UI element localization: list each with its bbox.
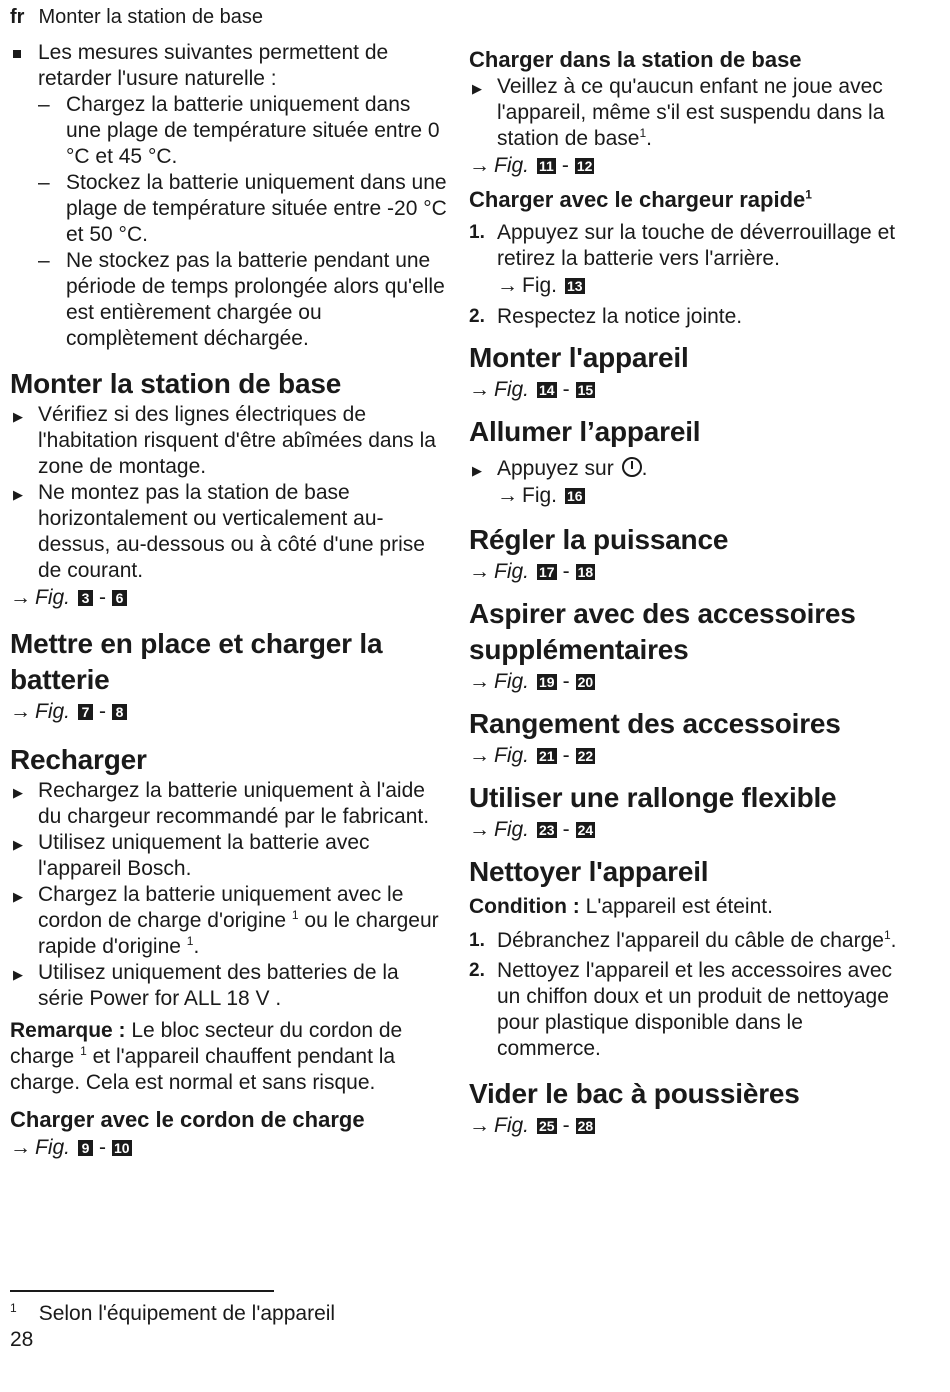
- section-title-power: Régler la puissance: [469, 524, 729, 555]
- section-title-clean: Nettoyer l'appareil: [469, 856, 709, 887]
- figure-badge: 19: [539, 674, 555, 690]
- footnote: $^1$ Selon l'équipement de l'appareil: [10, 1301, 336, 1325]
- figure-badge: 18: [577, 564, 594, 580]
- list-item: ▶ Chargez la batterie uniquement avec le cordon de charge d'origine $^1$ ou le chargeur rapide d'origine $^1$.: [13, 883, 439, 958]
- fast-charger-steps: [469, 220, 909, 330]
- arrow-icon: →: [10, 1136, 31, 1159]
- arrow-icon: →: [10, 700, 31, 723]
- arrow-icon: →: [469, 560, 490, 583]
- figure-badge: 20: [577, 674, 594, 690]
- figure-reference: → Fig. 19 - 20: [469, 668, 909, 696]
- bullet-triangle-icon: ▶: [13, 837, 23, 852]
- list-item: ▶ Utilisez uniquement la batterie avec l'appareil Bosch.: [13, 831, 370, 880]
- page-header: [10, 6, 263, 29]
- recharge-list: [10, 778, 450, 1012]
- arrow-icon: →: [469, 378, 490, 401]
- section-title-station: Monter la station de base: [10, 368, 342, 399]
- bullet-triangle-icon: ▶: [13, 889, 23, 904]
- figure-reference: → Fig. 23 - 24: [469, 816, 909, 844]
- arrow-icon: →: [469, 670, 490, 693]
- figure-badge: 24: [577, 822, 594, 838]
- figure-badge: 11: [539, 158, 554, 174]
- figure-reference: → Fig. 16: [497, 482, 909, 510]
- figure-badge: 3: [78, 590, 93, 606]
- language-code: fr: [10, 6, 25, 28]
- figure-reference: → Fig. 9 - 10: [10, 1134, 450, 1162]
- figure-badge: 28: [577, 1118, 594, 1134]
- list-item: – Chargez la batterie uniquement dans une plage de température située entre 0 °C et 45 °C.: [38, 93, 440, 168]
- figure-badge: 14: [539, 382, 555, 398]
- arrow-icon: →: [10, 586, 31, 609]
- note-paragraph: Remarque : Le bloc secteur du cordon de charge $^1$ et l'appareil chauffent pendant la charge. Cela est normal et sans risque.: [10, 1019, 403, 1094]
- list-item: – Ne stockez pas la batterie pendant une période de temps prolongée alors qu'elle est entièrement chargée ou complètement déchargée.: [38, 249, 445, 350]
- figure-reference: → Fig. 21 - 22: [469, 742, 909, 770]
- arrow-icon: →: [469, 154, 490, 177]
- station-charge-list: [469, 74, 909, 152]
- figure-badge: 22: [577, 748, 594, 764]
- list-item: ▶ Appuyez sur . → Fig. 16: [469, 456, 909, 510]
- power-on-list: [469, 456, 909, 510]
- figure-reference: → Fig. 11 - 12: [469, 152, 909, 180]
- arrow-icon: →: [469, 818, 490, 841]
- page-number: 28: [10, 1328, 34, 1351]
- section-title-storage: Rangement des accessoires: [469, 708, 841, 739]
- list-item: 2. Respectez la notice jointe.: [469, 305, 743, 328]
- figure-reference: → Fig. 14 - 15: [469, 376, 909, 404]
- figure-badge: 8: [112, 704, 127, 720]
- arrow-icon: →: [497, 484, 518, 507]
- figure-reference: → Fig. 13: [497, 272, 909, 300]
- figure-badge: 13: [567, 278, 583, 294]
- intro-paragraph: Les mesures suivantes permettent de retarder l'usure naturelle :: [10, 40, 450, 92]
- bullet-triangle-icon: ▶: [472, 463, 482, 478]
- section-title-recharge: Recharger: [10, 744, 147, 775]
- section-title-station-charge: Charger dans la station de base: [469, 47, 802, 72]
- clean-steps: [469, 928, 909, 1062]
- bullet-triangle-icon: ▶: [13, 487, 23, 502]
- power-button-icon: [622, 457, 642, 477]
- list-item: ▶ Veillez à ce qu'aucun enfant ne joue avec l'appareil, même s'il est suspendu dans la station de base$^1$.: [472, 75, 885, 150]
- list-item: 2. Nettoyez l'appareil et les accessoires avec un chiffon doux et un produit de nettoyage pour plastique disponible dans le commerce.: [469, 959, 893, 1060]
- list-item: 1. Débranchez l'appareil du câble de charge$^1$.: [469, 928, 897, 952]
- list-item: ▶ Rechargez la batterie uniquement à l'aide du chargeur recommandé par le fabricant.: [13, 779, 430, 828]
- figure-badge: 7: [78, 704, 93, 720]
- bullet-triangle-icon: ▶: [13, 967, 23, 982]
- list-item: ▶ Ne montez pas la station de base horizontalement ou verticalement au-dessus, au-dessous ou à côté d'une prise de courant.: [13, 481, 425, 582]
- figure-badge: 9: [78, 1140, 93, 1156]
- figure-badge: 10: [114, 1140, 130, 1156]
- list-item: ▶ Utilisez uniquement des batteries de la série Power for ALL 18 V .: [13, 961, 399, 1010]
- figure-badge: 21: [539, 748, 555, 764]
- list-item: ▶ Vérifiez si des lignes électriques de l'habitation risquent d'être abîmées dans la zone de montage.: [13, 403, 436, 478]
- section-title-battery: Mettre en place et charger la batterie: [10, 628, 383, 695]
- bullet-triangle-icon: ▶: [472, 81, 482, 96]
- arrow-icon: →: [469, 744, 490, 767]
- figure-badge: 16: [567, 488, 583, 504]
- footnote-divider: [10, 1290, 274, 1292]
- figure-reference: → Fig. 25 - 28: [469, 1112, 909, 1140]
- section-title-extension: Utiliser une rallonge flexible: [469, 782, 837, 813]
- figure-badge: 6: [112, 590, 127, 606]
- section-title-power-on: Allumer l’appareil: [469, 416, 701, 447]
- arrow-icon: →: [497, 274, 518, 297]
- right-column: [469, 40, 909, 1140]
- figure-reference: → Fig. 7 - 8: [10, 698, 450, 726]
- figure-badge: 23: [539, 822, 555, 838]
- figure-reference: → Fig. 3 - 6: [10, 584, 450, 612]
- figure-reference: → Fig. 17 - 18: [469, 558, 909, 586]
- section-title-dust: Vider le bac à poussières: [469, 1078, 800, 1109]
- section-title-mount: Monter l'appareil: [469, 342, 689, 373]
- figure-badge: 12: [576, 158, 593, 174]
- left-column: [10, 40, 450, 1162]
- condition-paragraph: Condition : L'appareil est éteint.: [469, 895, 773, 918]
- section-title-cord: Charger avec le cordon de charge: [10, 1107, 365, 1132]
- bullet-triangle-icon: ▶: [13, 409, 23, 424]
- figure-badge: 25: [539, 1118, 555, 1134]
- section-title-fast-charger: Charger avec le chargeur rapide$^1$: [469, 187, 812, 212]
- figure-badge: 17: [539, 564, 555, 580]
- arrow-icon: →: [469, 1114, 490, 1137]
- list-item: 1. Appuyez sur la touche de déverrouillage et retirez la batterie vers l'arrière. → Fig. 13: [469, 220, 909, 300]
- station-list: [10, 402, 450, 584]
- figure-badge: 15: [577, 382, 594, 398]
- intro-list: [10, 92, 450, 352]
- list-item: – Stockez la batterie uniquement dans une plage de température située entre -20 °C et 50 °C.: [38, 171, 447, 246]
- header-title: Monter la station de base: [38, 6, 264, 28]
- section-title-accessories: Aspirer avec des accessoires supplémentaires: [469, 598, 856, 665]
- bullet-triangle-icon: ▶: [13, 785, 23, 800]
